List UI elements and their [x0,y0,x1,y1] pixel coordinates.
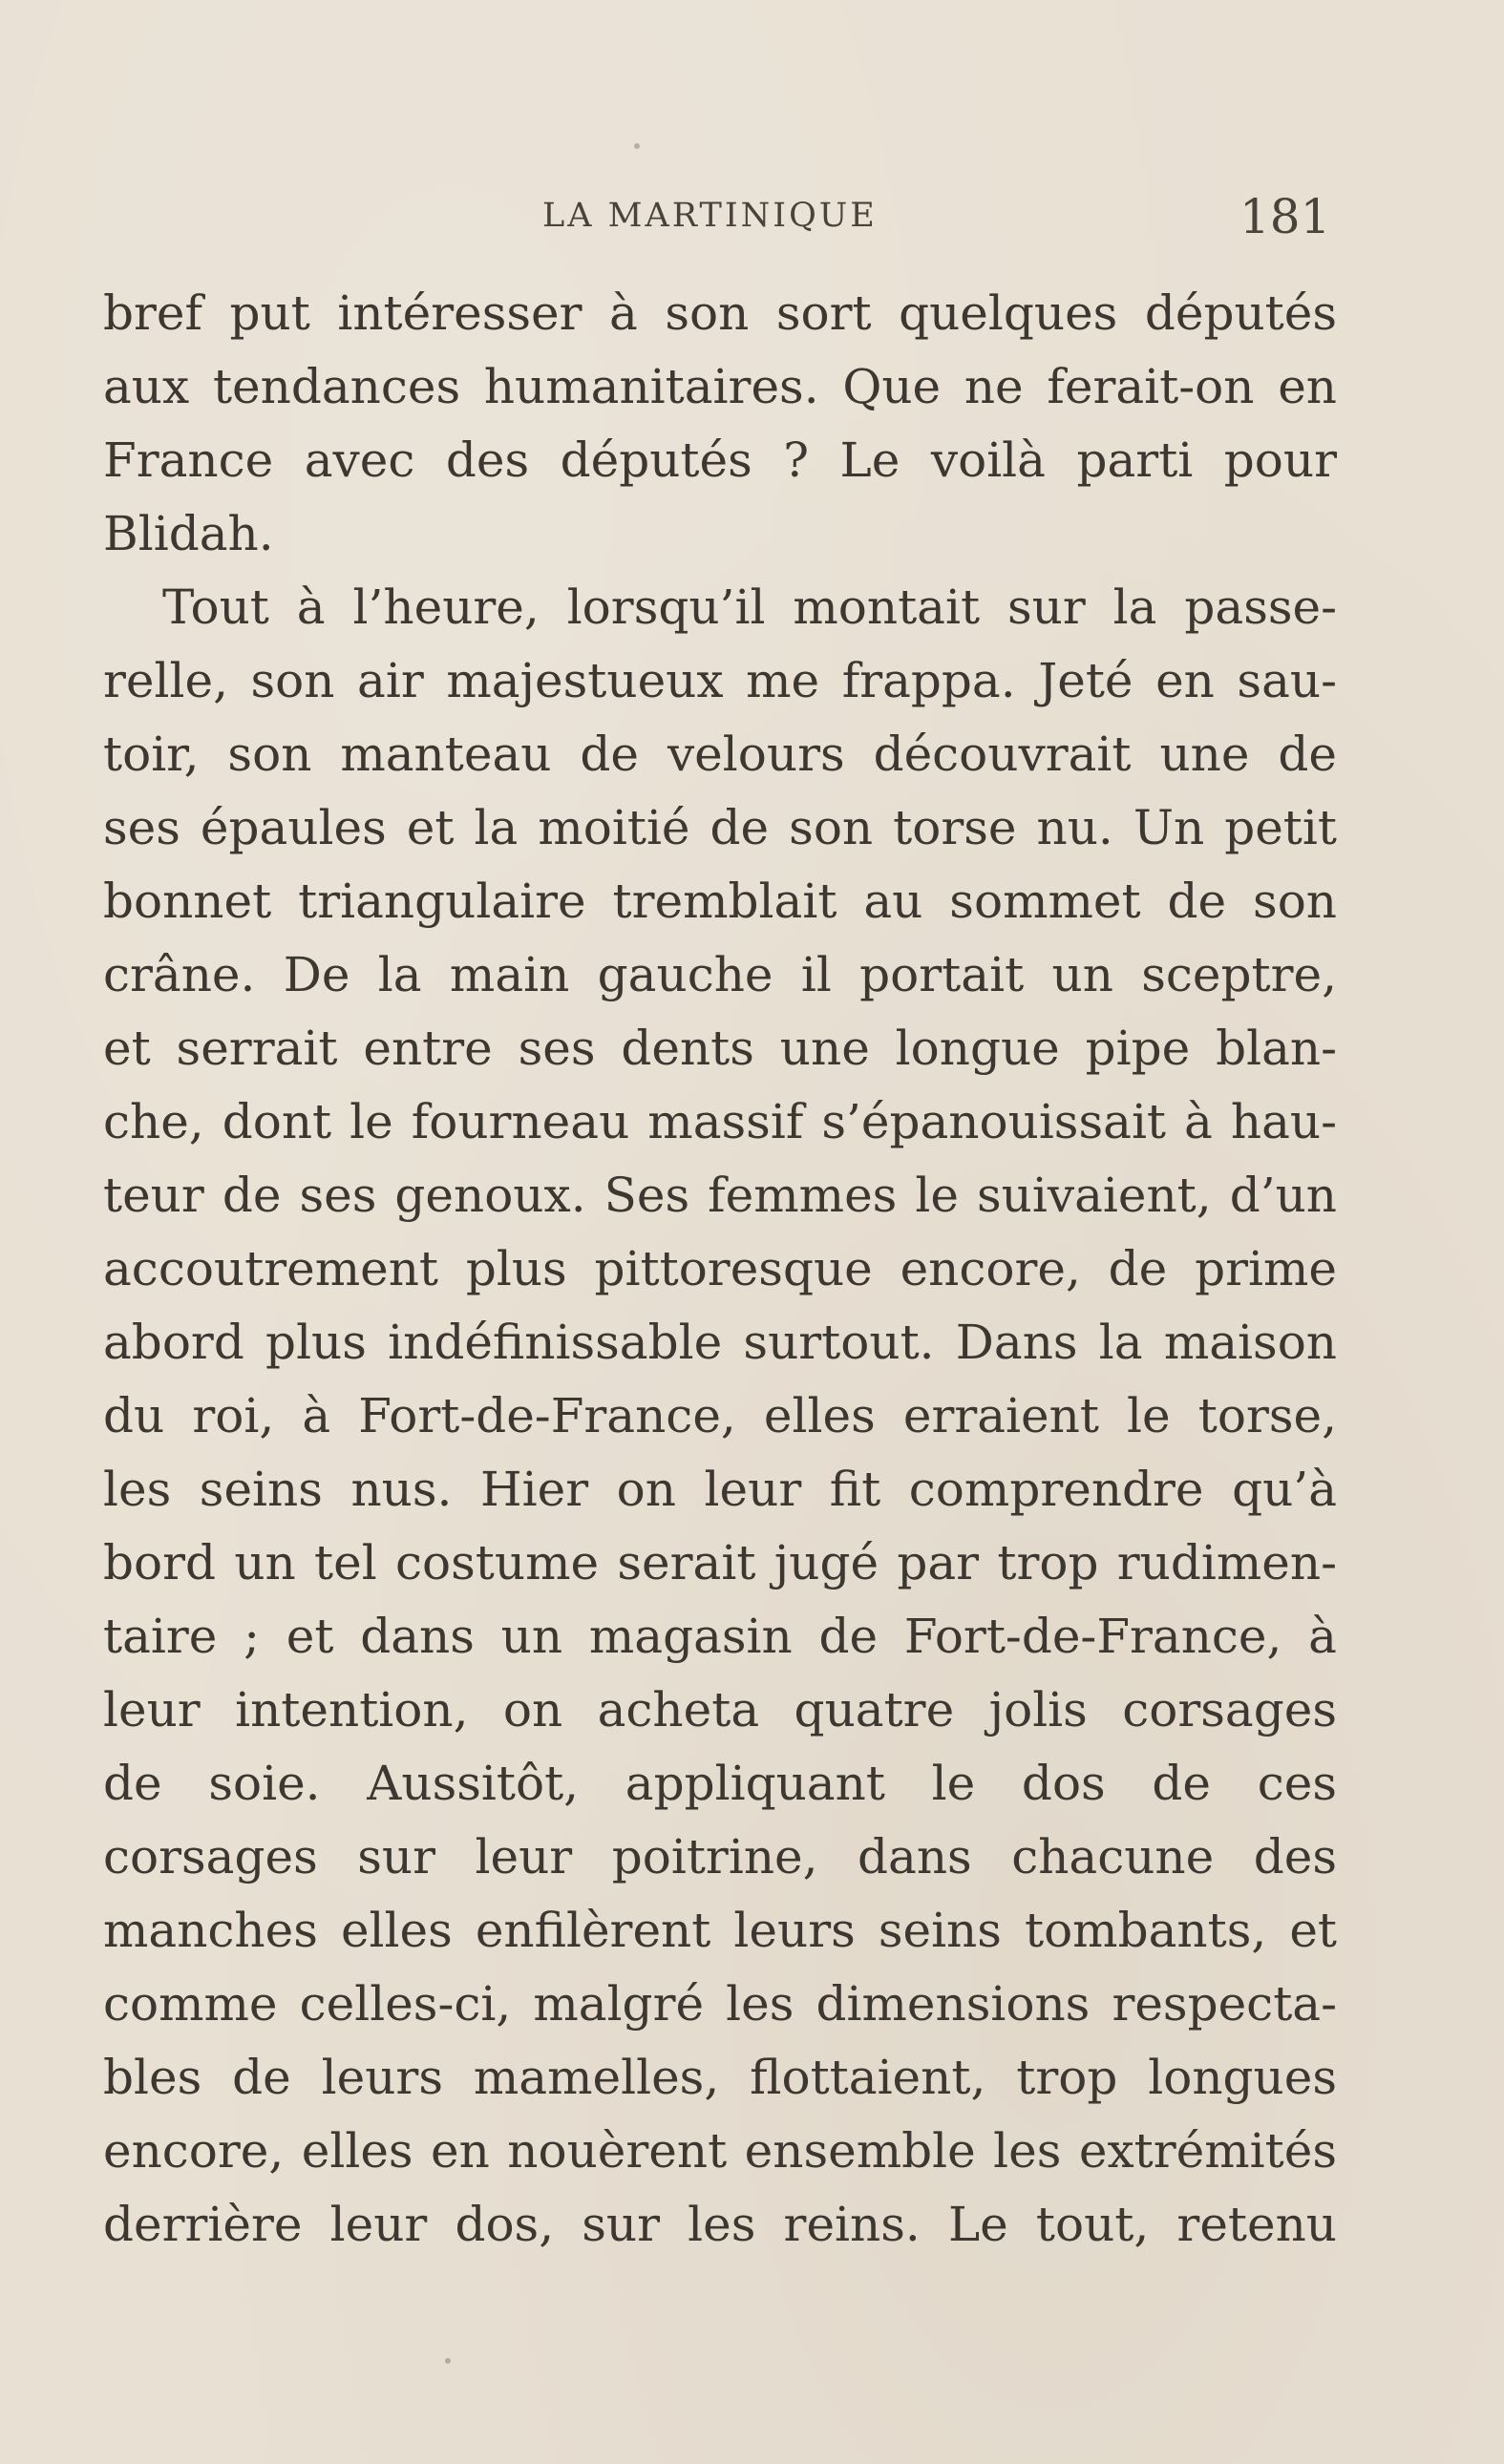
text-line: derrière leur dos, sur les reins. Le tout, retenu [103,2197,1337,2252]
text-line: Tout à l’heure, lorsqu’il montait sur la passe- [162,579,1337,635]
text-line: aux tendances humanitaires. Que ne ferait-on en [103,359,1337,414]
text-line: bord un tel costume serait jugé par trop rudimen- [103,1535,1337,1590]
text-line: relle, son air majestueux me frappa. Jeté en sau- [103,653,1337,708]
text-line: bonnet triangulaire tremblait au sommet de son [103,874,1337,929]
text-line: abord plus indéfinissable surtout. Dans la maison [103,1315,1337,1370]
text-line: toir, son manteau de velours découvrait une de [103,727,1337,782]
text-line: leur intention, on acheta quatre jolis corsages [103,1682,1337,1737]
text-line: de soie. Aussitôt, appliquant le dos de ces [103,1756,1337,1811]
page-number: 181 [1239,189,1331,244]
text-line: Blidah. [103,506,274,561]
text-line: encore, elles en nouèrent ensemble les extrémités [103,2123,1337,2179]
text-line: bref put intéresser à son sort quelques députés [103,285,1337,341]
text-line: teur de ses genoux. Ses femmes le suivaient, d’un [103,1168,1337,1223]
text-line: bles de leurs mamelles, flottaient, trop longues [103,2050,1337,2105]
text-line: taire ; et dans un magasin de Fort-de-France, à [103,1609,1337,1664]
text-line: ses épaules et la moitié de son torse nu. Un petit [103,800,1337,855]
text-line: France avec des députés ? Le voilà parti pour [103,432,1337,488]
text-line: et serrait entre ses dents une longue pipe blan- [103,1021,1337,1076]
paper-speck [634,143,640,149]
paper-speck [445,2358,451,2364]
text-line: crâne. De la main gauche il portait un sceptre, [103,947,1337,1002]
running-title: LA MARTINIQUE [542,197,878,235]
running-head [0,189,1504,246]
text-line: les seins nus. Hier on leur fit comprendre qu’à [103,1462,1337,1517]
text-line: corsages sur leur poitrine, dans chacune des [103,1829,1337,1885]
text-line: du roi, à Fort-de-France, elles erraient le torse, [103,1388,1337,1443]
body-text [103,277,1337,2262]
text-line: comme celles-ci, malgré les dimensions respecta- [103,1976,1337,2032]
text-line: che, dont le fourneau massif s’épanouissait à hau- [103,1094,1337,1149]
text-line: accoutrement plus pittoresque encore, de prime [103,1241,1337,1296]
text-line: manches elles enfilèrent leurs seins tombants, et [103,1903,1337,1958]
